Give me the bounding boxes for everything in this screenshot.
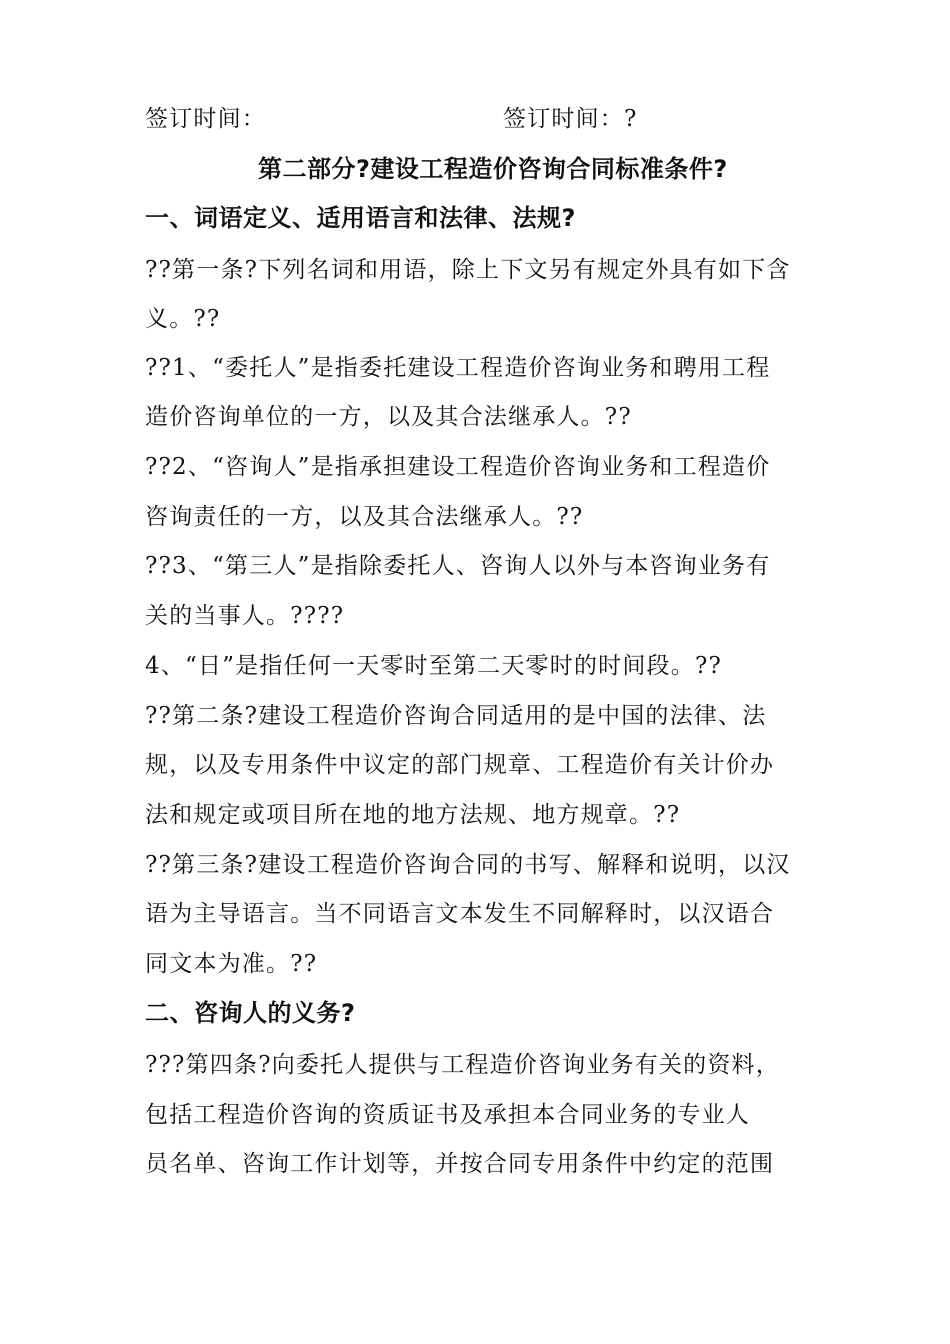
- paragraph-line: 同文本为准。??: [145, 951, 318, 977]
- document-title: 第二部分?建设工程造价咨询合同标准条件?: [258, 155, 728, 183]
- paragraph-line: ??2、“咨询人”是指承担建设工程造价咨询业务和工程造价: [145, 454, 771, 480]
- paragraph-line: ??第二条?建设工程造价咨询合同适用的是中国的法律、法: [145, 703, 767, 729]
- paragraph-line: 法和规定或项目所在地的地方法规、地方规章。??: [145, 802, 681, 828]
- paragraph-line: 规，以及专用条件中议定的部门规章、工程造价有关计价办: [145, 752, 775, 778]
- signing-time-left: 签订时间：: [145, 106, 266, 132]
- paragraph-line: ??第一条?下列名词和用语，除上下文另有规定外具有如下含: [145, 257, 791, 283]
- paragraph-line: 咨询责任的一方，以及其合法继承人。??: [145, 504, 584, 530]
- section-heading-definitions: 一、词语定义、适用语言和法律、法规?: [145, 204, 576, 232]
- paragraph-line: 4、“日”是指任何一天零时至第二天零时的时间段。??: [145, 653, 723, 679]
- paragraph-line: ??第三条?建设工程造价咨询合同的书写、解释和说明，以汉: [145, 852, 791, 878]
- paragraph-line: ??1、“委托人”是指委托建设工程造价咨询业务和聘用工程: [145, 355, 771, 381]
- paragraph-line: 义。??: [145, 306, 221, 332]
- paragraph-line: 关的当事人。????: [145, 603, 345, 629]
- paragraph-line: 员名单、咨询工作计划等，并按合同专用条件中约定的范围: [145, 1151, 775, 1177]
- section-heading-consultant-obligations: 二、咨询人的义务?: [145, 999, 356, 1027]
- paragraph-line: ??3、“第三人”是指除委托人、咨询人以外与本咨询业务有: [145, 553, 771, 579]
- paragraph-line: ???第四条?向委托人提供与工程造价咨询业务有关的资料，: [145, 1052, 780, 1078]
- paragraph-line: 造价咨询单位的一方，以及其合法继承人。??: [145, 404, 632, 430]
- signing-time-right: 签订时间：?: [503, 106, 638, 132]
- paragraph-line: 语为主导语言。当不同语言文本发生不同解释时，以汉语合: [145, 901, 775, 927]
- paragraph-line: 包括工程造价咨询的资质证书及承担本合同业务的专业人: [145, 1102, 750, 1128]
